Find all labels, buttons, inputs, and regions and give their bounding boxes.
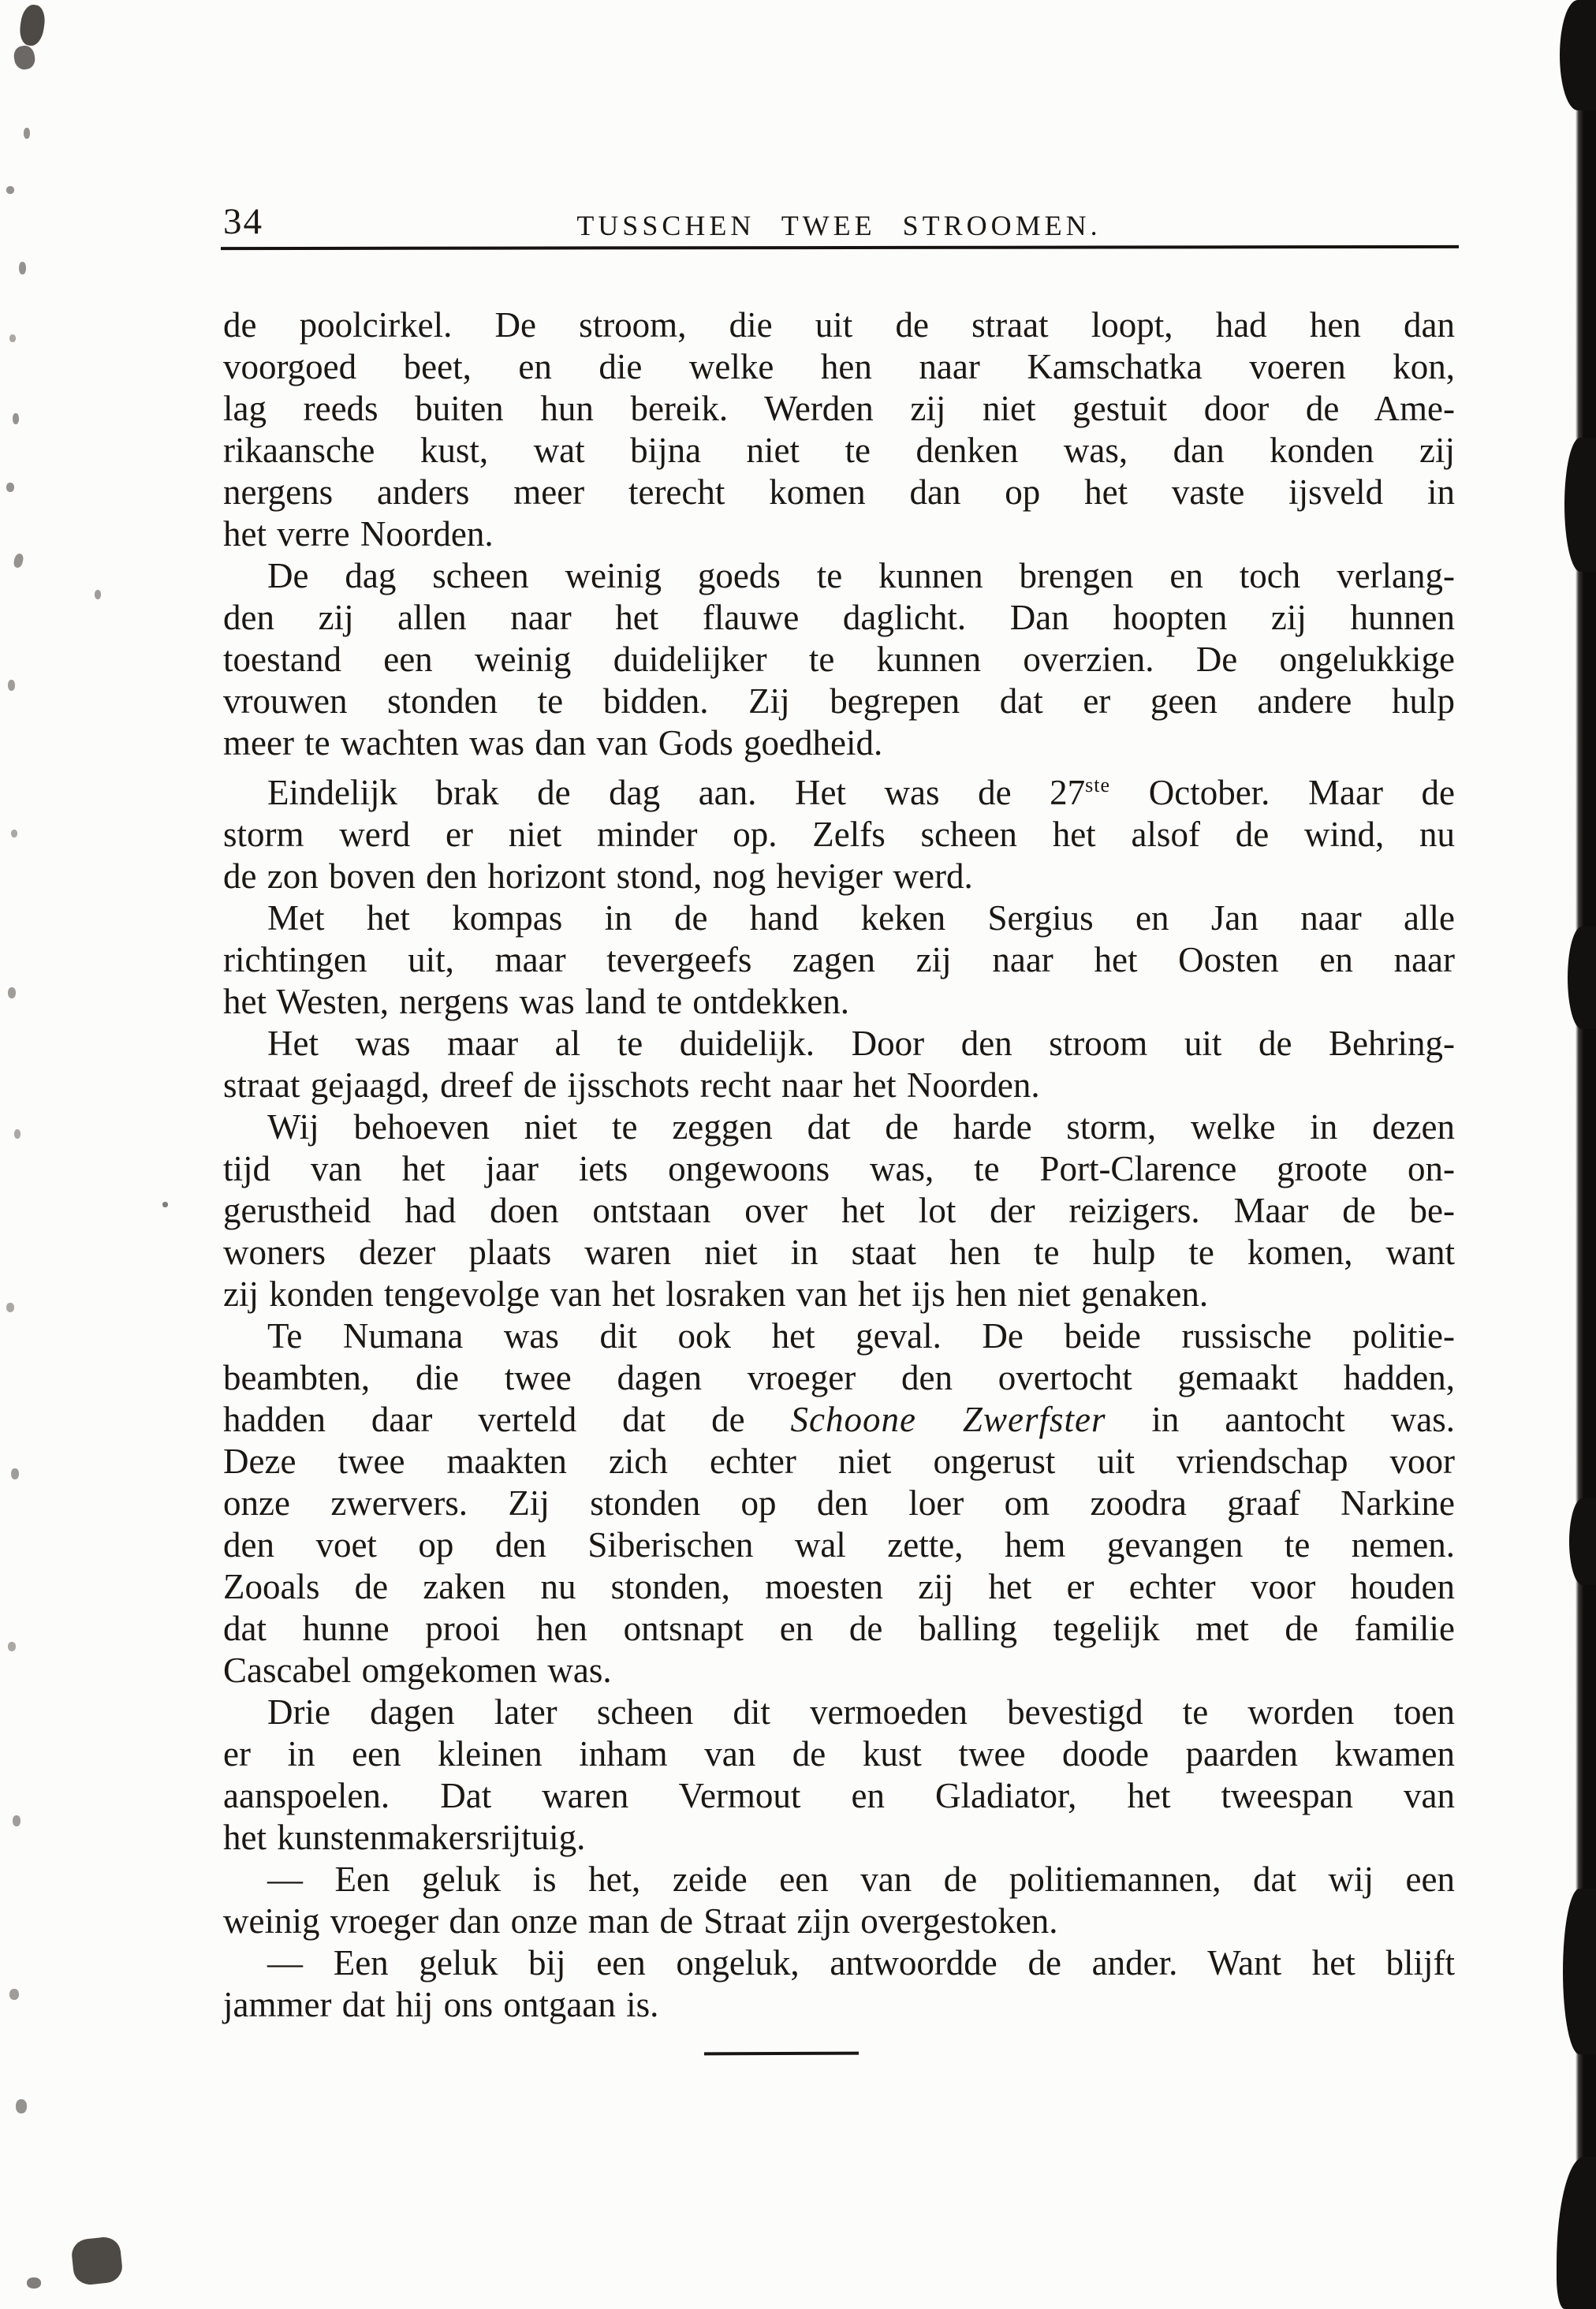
- paragraph: [223, 1942, 1455, 2026]
- page-edge-blob: [1564, 438, 1596, 572]
- scan-speckle: [9, 1989, 19, 2000]
- ship-name-italic: Schoone Zwerfster: [790, 1400, 1106, 1439]
- page-edge-blob: [1557, 2157, 1596, 2309]
- page-edge-blob: [1568, 927, 1596, 1029]
- text-line: vrouwen stonden te bidden. Zij begrepen dat er geen andere hulp: [223, 681, 1455, 721]
- scan-speckle: [162, 1202, 168, 1207]
- page-body: [223, 304, 1455, 2026]
- scan-speckle: [9, 334, 16, 342]
- text-line: gerustheid had doen ontstaan over het lot der reizigers. Maar de be-: [223, 1191, 1455, 1230]
- text-line: — Een geluk bij een ongeluk, antwoordde de ander. Want het blijft: [267, 1943, 1455, 1983]
- text-line: toestand een weinig duidelijker te kunnen overzien. De ongelukkige: [223, 640, 1455, 679]
- text-line: hadden daar verteld dat de Schoone Zwerfster in aantocht was.: [223, 1400, 1455, 1439]
- ordinal-superscript: ste: [1085, 774, 1111, 796]
- text-line: Zooals de zaken nu stonden, moesten zij het er echter voor houden: [223, 1567, 1455, 1606]
- text-line: rikaansche kust, wat bijna niet te denken was, dan konden zij: [223, 431, 1455, 470]
- text-line: Het was maar al te duidelijk. Door den stroom uit de Behring-: [267, 1024, 1455, 1063]
- text-line: — Een geluk is het, zeide een van de politiemannen, dat wij een: [267, 1860, 1455, 1899]
- text-line: aanspoelen. Dat waren Vermout en Gladiator, het tweespan van: [223, 1776, 1455, 1815]
- paragraph: [223, 1859, 1455, 1942]
- paragraph: [223, 897, 1455, 1023]
- text-line: meer te wachten was dan van Gods goedheid.: [223, 723, 883, 763]
- paragraph: [223, 1692, 1455, 1859]
- scan-speckle: [8, 680, 15, 691]
- scan-speckle: [14, 1129, 21, 1139]
- scan-speckle: [6, 1303, 14, 1312]
- text-line: het verre Noorden.: [223, 514, 494, 554]
- text-line: de poolcirkel. De stroom, die uit de straat loopt, had hen dan: [223, 305, 1455, 345]
- text-line: lag reeds buiten hun bereik. Werden zij niet gestuit door de Ame-: [223, 389, 1455, 428]
- scan-speckle: [8, 987, 16, 998]
- page-number: 34: [223, 201, 263, 242]
- text-line: straat gejaagd, dreef de ijsschots recht naar het Noorden.: [223, 1065, 1040, 1105]
- scan-speckle: [18, 3, 47, 47]
- text-line: het Westen, nergens was land te ontdekken.: [223, 982, 850, 1021]
- text-line: er in een kleinen inham van de kust twee doode paarden kwamen: [223, 1734, 1455, 1774]
- scan-speckle: [13, 1815, 21, 1826]
- text-line: voorgoed beet, en die welke hen naar Kamschatka voeren kon,: [223, 347, 1455, 386]
- text-line: den voet op den Siberischen wal zette, hem gevangen te nemen.: [223, 1525, 1455, 1565]
- paragraph: [223, 555, 1455, 764]
- running-title: TUSSCHEN TWEE STROOMEN.: [576, 210, 1102, 241]
- scan-speckle: [11, 830, 17, 837]
- text-line: richtingen uit, maar tevergeefs zagen zij naar het Oosten en naar: [223, 940, 1455, 979]
- text-line: Te Numana was dit ook het geval. De beide russische politie-: [267, 1316, 1455, 1356]
- scan-speckle: [13, 413, 19, 424]
- scan-speckle: [19, 262, 26, 274]
- text-line: zij konden tengevolge van het losraken van het ijs hen niet genaken.: [223, 1274, 1209, 1314]
- page-edge-blob: [1563, 1889, 1596, 2054]
- text-line: De dag scheen weinig goeds te kunnen brengen en toch verlang-: [267, 556, 1455, 595]
- scan-speckle: [24, 128, 30, 139]
- text-line: onze zwervers. Zij stonden op den loer om zoodra graaf Narkine: [223, 1483, 1455, 1523]
- text-line: nergens anders meer terecht komen dan op het vaste ijsveld in: [223, 472, 1455, 512]
- page-edge-blob: [1569, 1498, 1596, 1585]
- paragraph: [223, 1106, 1455, 1315]
- scan-speckle: [13, 553, 24, 569]
- text-line: tijd van het jaar iets ongewoons was, te Port-Clarence groote on-: [223, 1149, 1455, 1188]
- paragraph: [223, 1315, 1455, 1692]
- text-line: Cascabel omgekomen was.: [223, 1651, 612, 1690]
- text-line: dat hunne prooi hen ontsnapt en de balling tegelijk met de familie: [223, 1609, 1455, 1648]
- scan-speckle: [6, 483, 14, 492]
- scan-speckle: [27, 2277, 41, 2288]
- text-line: Eindelijk brak de dag aan. Het was de 27ste October. Maar de: [267, 773, 1455, 812]
- text-line: de zon boven den horizont stond, nog heviger werd.: [223, 856, 973, 896]
- scan-speckle: [6, 186, 14, 194]
- scan-speckle: [16, 2099, 27, 2113]
- page-edge-blob: [1560, 0, 1596, 110]
- scan-speckle: [95, 590, 101, 599]
- text-line: Deze twee maakten zich echter niet ongerust uit vriendschap voor: [223, 1442, 1455, 1481]
- scan-speckle: [13, 44, 37, 71]
- section-end-rule: [704, 2052, 859, 2056]
- text-line: beambten, die twee dagen vroeger den overtocht gemaakt hadden,: [223, 1358, 1455, 1397]
- text-line: weinig vroeger dan onze man de Straat zijn overgestoken.: [223, 1901, 1058, 1941]
- text-line: woners dezer plaats waren niet in staat hen te hulp te komen, want: [223, 1233, 1455, 1272]
- text-line: jammer dat hij ons ontgaan is.: [223, 1985, 659, 2024]
- text-line: den zij allen naar het flauwe daglicht. Dan hoopten zij hunnen: [223, 598, 1455, 637]
- scan-speckle: [8, 1642, 16, 1651]
- paragraph: [223, 304, 1455, 555]
- text-line: Wij behoeven niet te zeggen dat de harde storm, welke in dezen: [267, 1107, 1455, 1147]
- scan-blotch: [70, 2236, 124, 2286]
- text-line: storm werd er niet minder op. Zelfs scheen het alsof de wind, nu: [223, 815, 1455, 854]
- text-line: Met het kompas in de hand keken Sergius en Jan naar alle: [267, 898, 1455, 938]
- header-rule: [221, 245, 1459, 250]
- text-line: het kunstenmakersrijtuig.: [223, 1818, 586, 1857]
- paragraph: [223, 1023, 1455, 1106]
- scan-speckle: [11, 1468, 19, 1479]
- paragraph: [223, 764, 1455, 897]
- text-line: Drie dagen later scheen dit vermoeden bevestigd te worden toen: [267, 1692, 1455, 1732]
